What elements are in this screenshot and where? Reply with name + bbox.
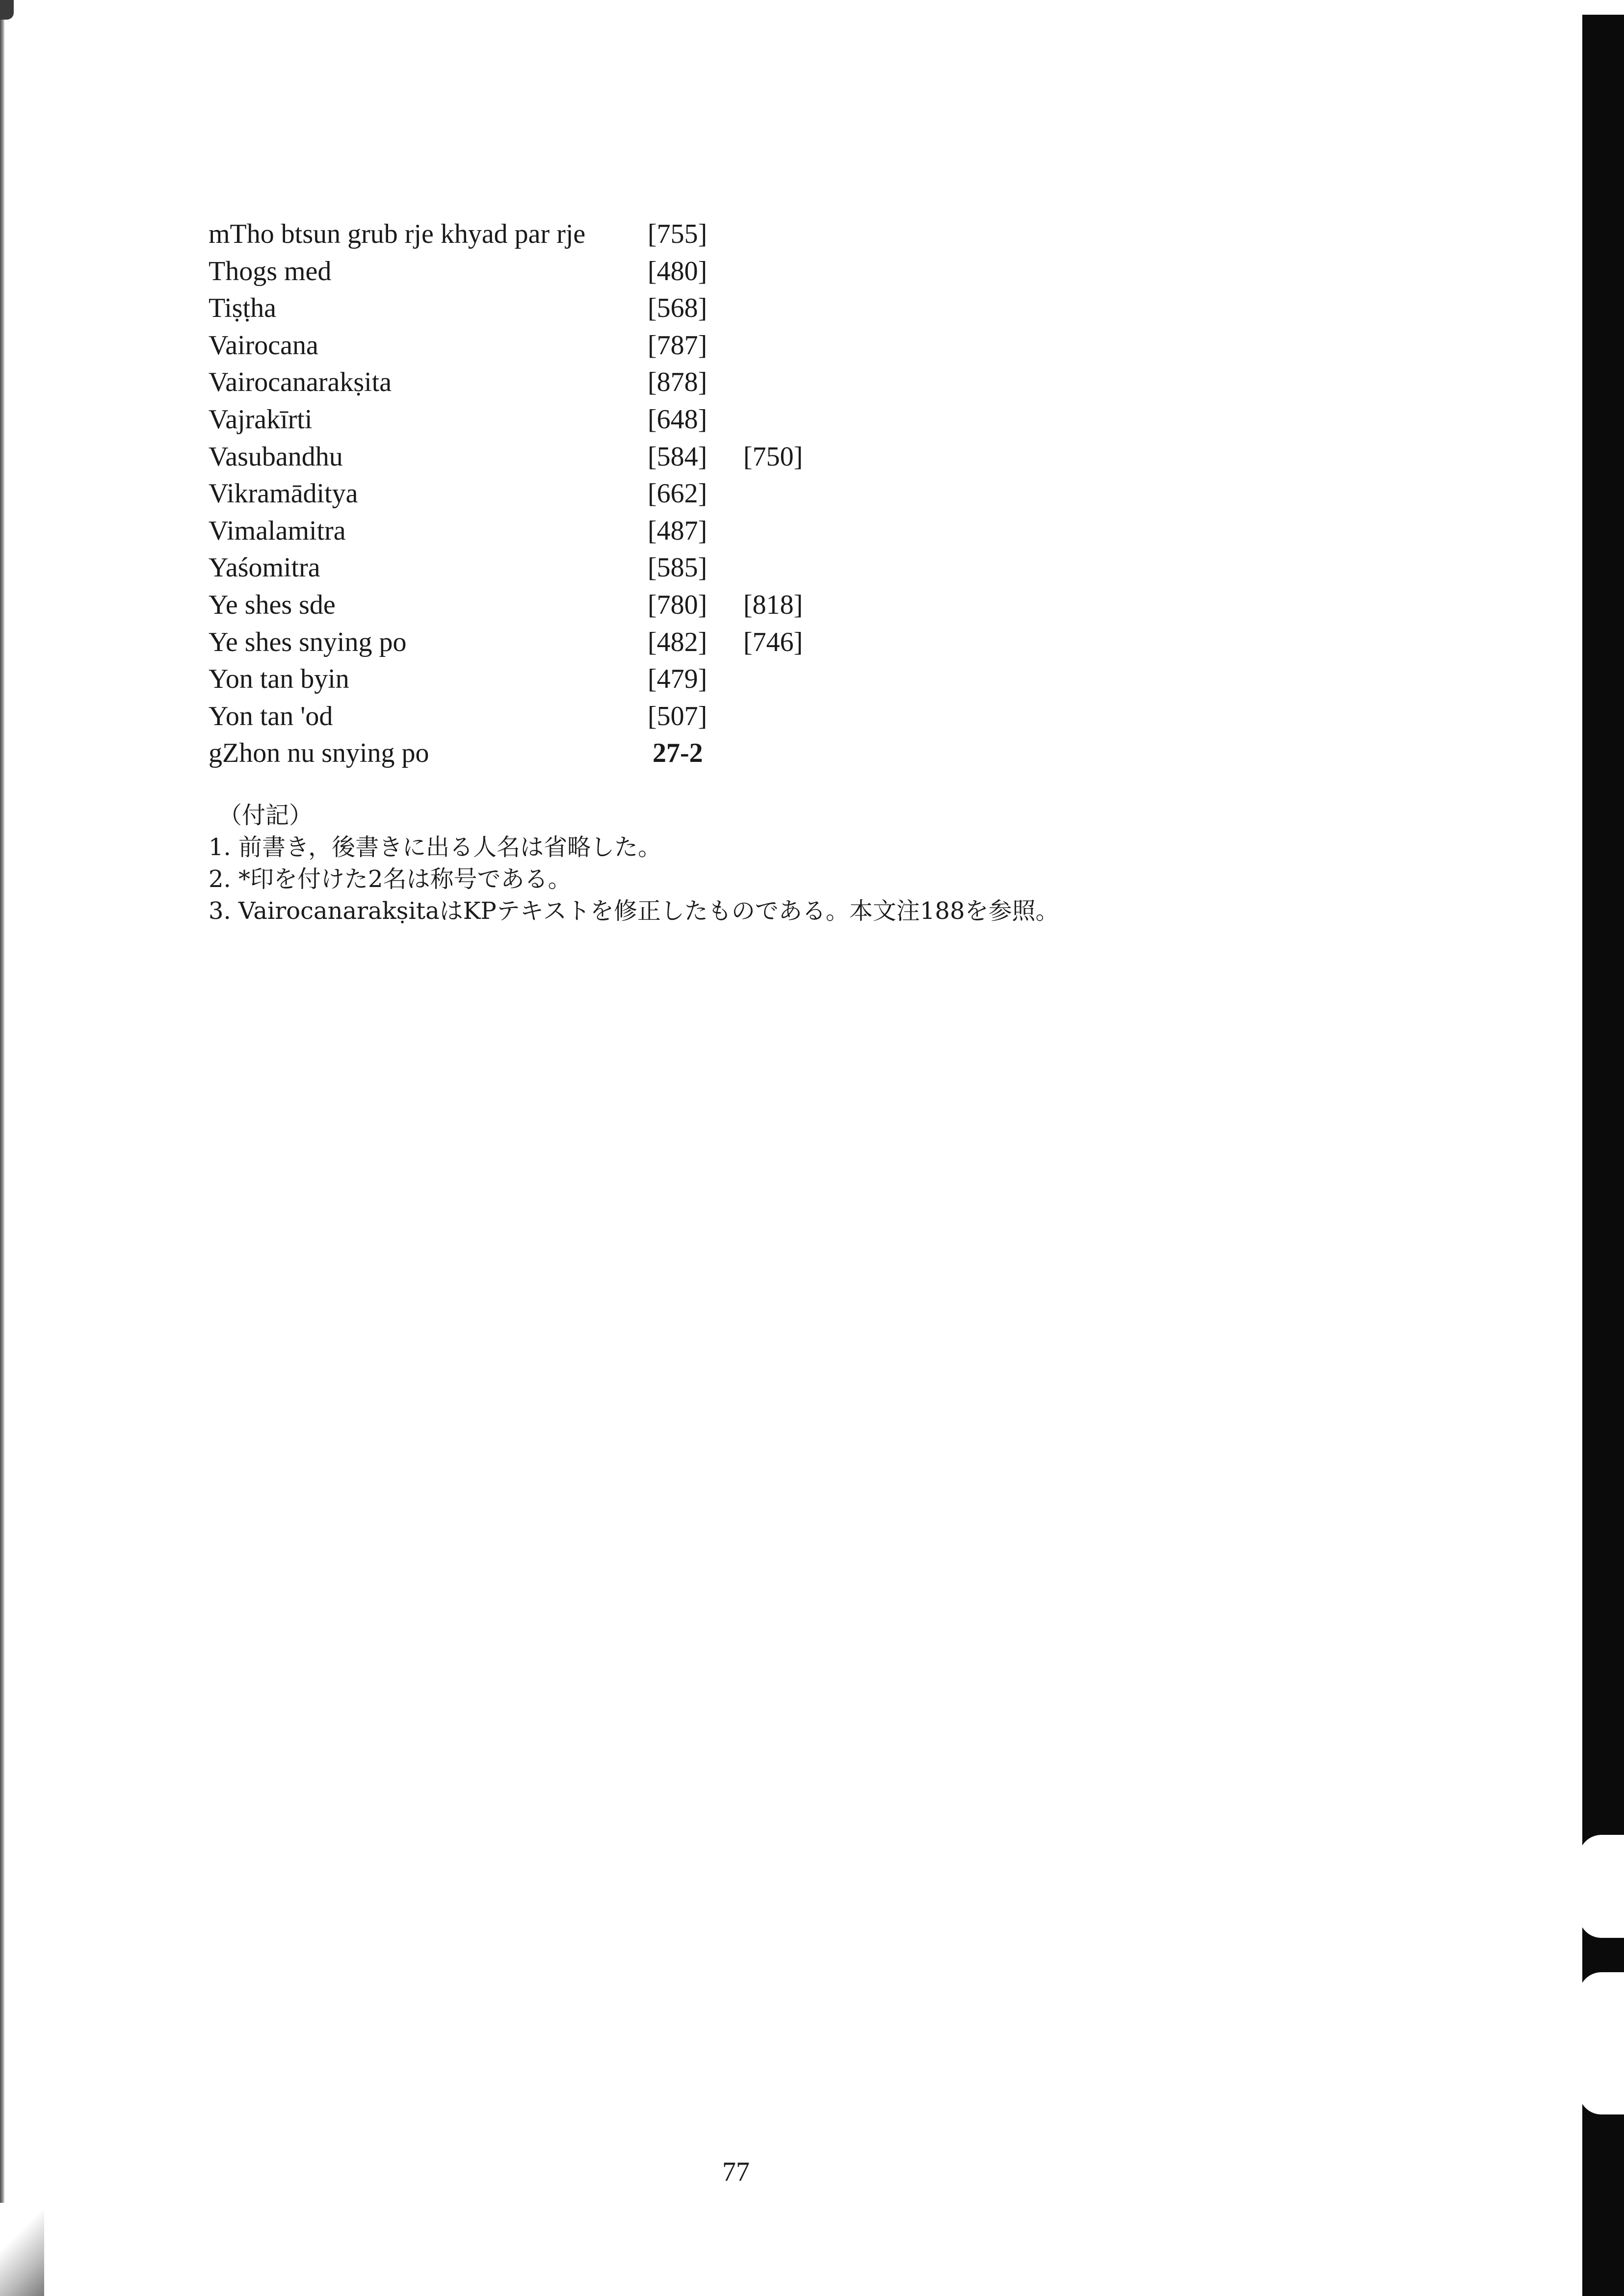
index-ref: [755] (648, 219, 707, 249)
index-name: Vajrakīrti (209, 404, 313, 435)
index-ref: [648] (648, 404, 707, 435)
scan-notch (1579, 1835, 1624, 1938)
index-ref: [750] (743, 441, 803, 472)
index-ref: [818] (743, 589, 803, 620)
index-name: Yon tan 'od (209, 701, 333, 731)
index-name: Yon tan byin (209, 664, 349, 695)
scan-notch (1579, 1972, 1624, 2114)
index-name: Tiṣṭha (209, 293, 277, 324)
index-name: Thogs med (209, 256, 332, 287)
index-name: Yaśomitra (209, 552, 320, 583)
index-name: Vairocanarakṣita (209, 367, 392, 398)
index-ref: [568] (648, 293, 707, 324)
notes-heading: （付記） (218, 802, 313, 829)
index-ref: [662] (648, 478, 707, 509)
index-name: Ye shes sde (209, 589, 336, 620)
index-ref: [584] (648, 441, 707, 472)
index-ref: [480] (648, 256, 707, 287)
index-ref: [507] (648, 701, 707, 731)
scan-edge-left (0, 0, 5, 2296)
index-ref: [780] (648, 589, 707, 620)
scan-corner-shadow (0, 2203, 44, 2296)
note-item: 3. VairocanarakṣitaはKPテキストを修正したものである。本文注188を参照。 (209, 897, 1059, 925)
index-ref: [746] (743, 626, 803, 657)
index-ref: [787] (648, 330, 707, 361)
scan-border-right (1582, 15, 1624, 2296)
note-item: 1. 前書き，後書きに出る人名は省略した。 (209, 834, 662, 861)
index-ref: [585] (648, 552, 707, 583)
index-name: gZhon nu snying po (209, 738, 429, 769)
index-ref-section: 27-2 (653, 738, 703, 769)
index-ref: [878] (648, 367, 707, 398)
index-name: Vimalamitra (209, 515, 346, 546)
index-name: mTho btsun grub rje khyad par rje (209, 219, 586, 249)
index-name: Vikramāditya (209, 478, 358, 509)
note-item: 2. *印を付けた2名は称号である。 (209, 865, 572, 893)
index-name: Ye shes snying po (209, 626, 407, 657)
index-ref: [479] (648, 664, 707, 695)
index-name: Vasubandhu (209, 441, 343, 472)
index-name: Vairocana (209, 330, 318, 361)
index-ref: [487] (648, 515, 707, 546)
notes-section (209, 800, 1059, 927)
scan-corner-mark (0, 0, 14, 20)
index-ref: [482] (648, 626, 707, 657)
page-number: 77 (722, 2157, 750, 2187)
